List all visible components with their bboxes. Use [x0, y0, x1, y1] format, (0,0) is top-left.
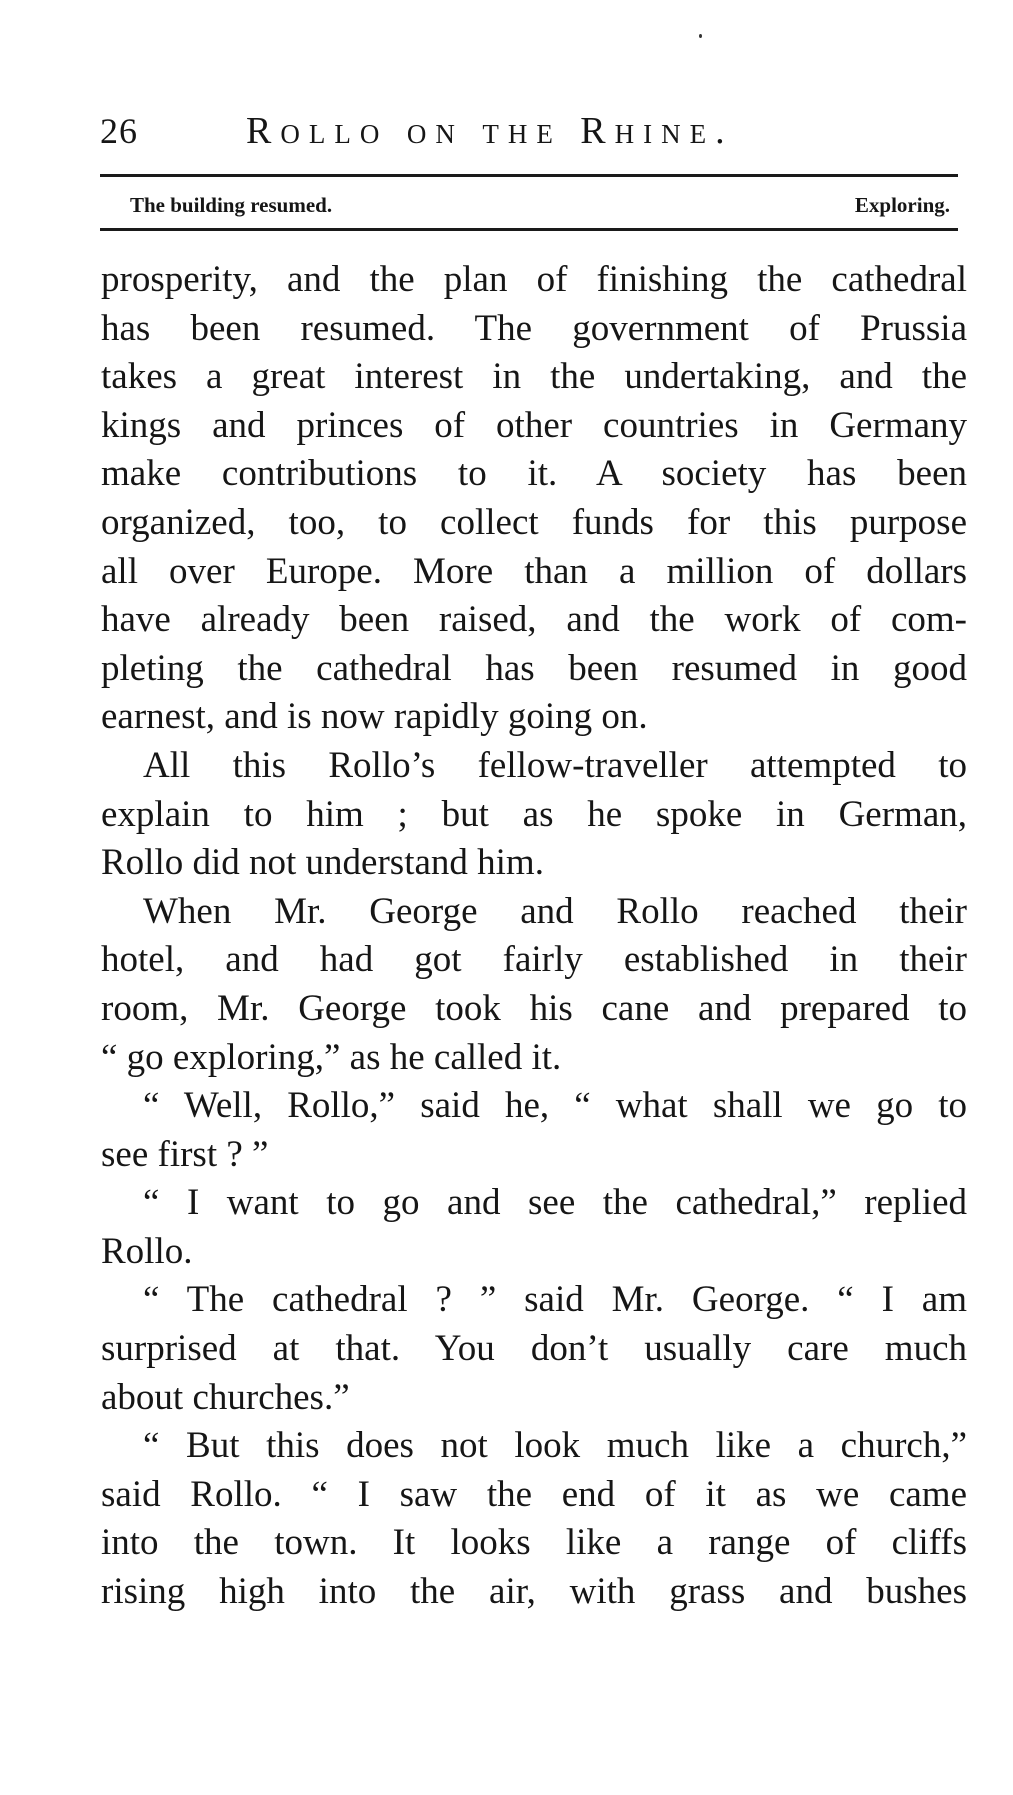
text-line: about churches.” [101, 1376, 350, 1418]
text-line: have already been raised, and the work of com- [101, 599, 967, 641]
page-number: 26 [100, 111, 138, 151]
text-line: Rollo. [101, 1230, 193, 1272]
text-line: Rollo did not understand him. [101, 842, 544, 884]
text-line: surprised at that. You don’t usually care much [101, 1328, 967, 1370]
text-line: earnest, and is now rapidly going on. [101, 696, 648, 738]
section-header-right: Exploring. [854, 193, 950, 217]
text-line: kings and princes of other countries in Germany [101, 404, 967, 446]
text-line: said Rollo. “ I saw the end of it as we came [101, 1473, 967, 1515]
book-title: Rollo on the Rhine. [246, 110, 734, 152]
text-line: “ go exploring,” as he called it. [101, 1036, 562, 1078]
text-line: hotel, and had got fairly established in their [101, 939, 967, 981]
text-line: prosperity, and the plan of finishing the cathedral [101, 259, 967, 300]
section-headers [130, 188, 950, 222]
text-line: room, Mr. George took his cane and prepared to [101, 987, 967, 1029]
text-line: takes a great interest in the undertaking, and the [101, 356, 967, 398]
text-line: pleting the cathedral has been resumed in good [101, 647, 967, 689]
text-line: “ The cathedral ? ” said Mr. George. “ I am [143, 1279, 967, 1321]
text-line: When Mr. George and Rollo reached their [143, 890, 967, 932]
text-line: explain to him ; but as he spoke in German, [101, 793, 967, 835]
text-line: into the town. It looks like a range of cliffs [101, 1522, 967, 1564]
text-line: organized, too, to collect funds for this purpose [101, 501, 967, 543]
ink-speck [699, 34, 702, 38]
running-head [100, 108, 960, 158]
text-line: see first ? ” [101, 1133, 269, 1175]
body-text [101, 256, 967, 1617]
bottom-rule [100, 228, 958, 231]
section-header-left: The building resumed. [130, 193, 333, 217]
text-line: “ I want to go and see the cathedral,” replied [143, 1182, 967, 1224]
text-line: all over Europe. More than a million of dollars [101, 550, 967, 592]
text-line: All this Rollo’s fellow-traveller attempted to [143, 744, 967, 786]
text-line: make contributions to it. A society has been [101, 453, 967, 495]
text-line: “ But this does not look much like a church,” [143, 1425, 967, 1467]
text-line: “ Well, Rollo,” said he, “ what shall we go to [143, 1085, 967, 1127]
text-line: rising high into the air, with grass and bushes [101, 1571, 967, 1613]
top-rule [100, 174, 958, 177]
text-line: has been resumed. The government of Prussia [101, 307, 967, 349]
